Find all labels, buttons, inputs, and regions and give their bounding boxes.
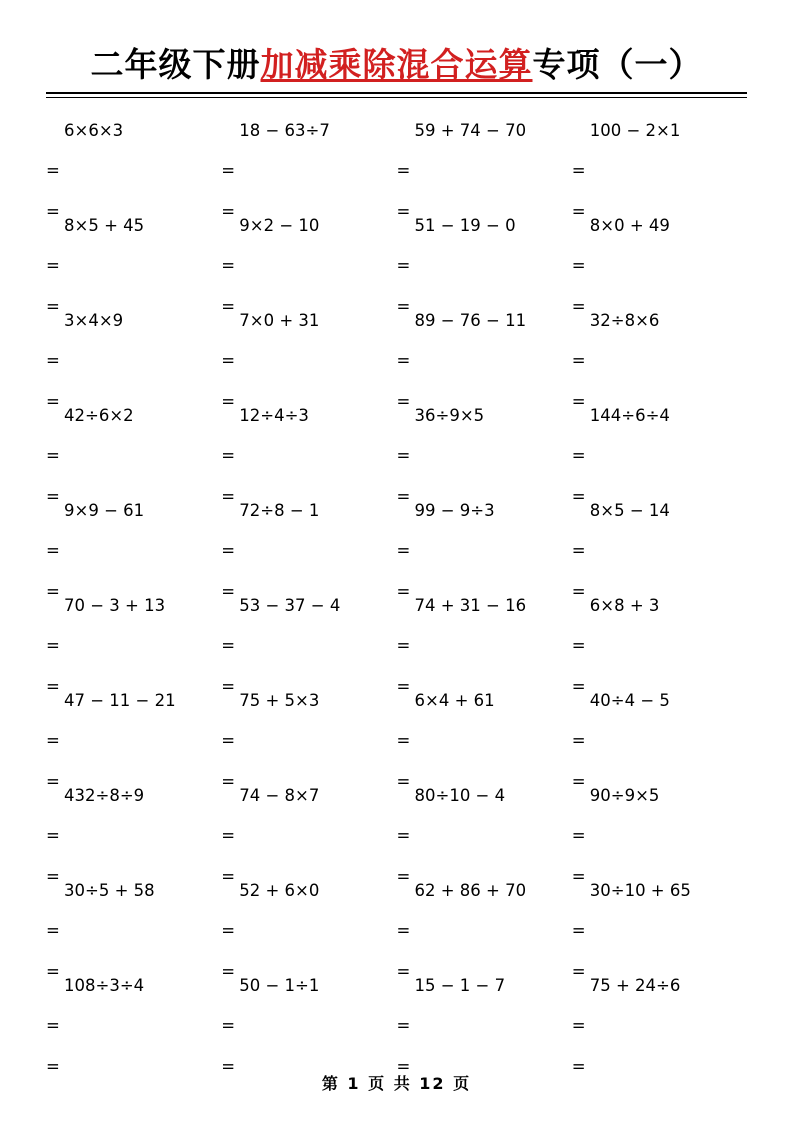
page-title bbox=[46, 0, 747, 98]
problem-expression: 70 − 3 + 13 bbox=[64, 596, 166, 616]
problem-expression: 9×2 − 10 bbox=[239, 216, 320, 236]
problem-cell bbox=[571, 306, 747, 411]
problem-cell bbox=[221, 971, 396, 1076]
problem-expression: 75 + 5×3 bbox=[239, 691, 320, 711]
problem-expression: 8×0 + 49 bbox=[589, 216, 670, 236]
answer-line[interactable]: = bbox=[221, 351, 236, 371]
problem-cell bbox=[46, 971, 221, 1076]
answer-line[interactable]: = bbox=[396, 921, 411, 941]
answer-line[interactable]: = bbox=[571, 1056, 586, 1076]
problem-expression: 90÷9×5 bbox=[589, 786, 660, 806]
answer-line[interactable]: = bbox=[571, 866, 586, 886]
problem-cell bbox=[46, 876, 221, 981]
problem-expression: 80÷10 − 4 bbox=[414, 786, 506, 806]
answer-line[interactable]: = bbox=[221, 731, 236, 751]
answer-line[interactable]: = bbox=[571, 391, 586, 411]
problem-expression: 30÷5 + 58 bbox=[64, 881, 155, 901]
problem-expression: 15 − 1 − 7 bbox=[414, 976, 506, 996]
problem-expression: 12÷4÷3 bbox=[239, 406, 309, 426]
answer-line[interactable]: = bbox=[46, 446, 60, 466]
problem-cell bbox=[396, 496, 572, 601]
answer-line[interactable]: = bbox=[221, 1056, 236, 1076]
problem-expression: 42÷6×2 bbox=[64, 406, 134, 426]
answer-line[interactable]: = bbox=[571, 676, 586, 696]
answer-line[interactable]: = bbox=[46, 581, 60, 601]
answer-line[interactable]: = bbox=[571, 296, 586, 316]
answer-line[interactable]: = bbox=[46, 921, 60, 941]
answer-line[interactable]: = bbox=[221, 296, 236, 316]
problem-expression: 99 − 9÷3 bbox=[414, 501, 495, 521]
answer-line[interactable]: = bbox=[571, 541, 586, 561]
problem-cell bbox=[221, 781, 396, 886]
answer-line[interactable]: = bbox=[46, 541, 60, 561]
answer-line[interactable]: = bbox=[396, 541, 411, 561]
answer-line[interactable]: = bbox=[221, 676, 236, 696]
answer-line[interactable]: = bbox=[46, 1016, 60, 1036]
answer-line[interactable]: = bbox=[571, 486, 586, 506]
problem-expression: 72÷8 − 1 bbox=[239, 501, 320, 521]
answer-line[interactable]: = bbox=[46, 676, 60, 696]
answer-line[interactable]: = bbox=[396, 771, 411, 791]
problem-expression: 8×5 − 14 bbox=[589, 501, 670, 521]
problem-cell bbox=[571, 496, 747, 601]
answer-line[interactable]: = bbox=[571, 256, 586, 276]
answer-line[interactable]: = bbox=[396, 296, 411, 316]
problem-expression: 50 − 1÷1 bbox=[239, 976, 320, 996]
answer-line[interactable]: = bbox=[396, 256, 411, 276]
answer-line[interactable]: = bbox=[46, 256, 60, 276]
answer-line[interactable]: = bbox=[221, 256, 236, 276]
problem-cell bbox=[396, 306, 572, 411]
answer-line[interactable]: = bbox=[46, 296, 60, 316]
problem-expression: 144÷6÷4 bbox=[589, 406, 670, 426]
problem-expression: 47 − 11 − 21 bbox=[64, 691, 176, 711]
problem-cell bbox=[221, 591, 396, 696]
answer-line[interactable]: = bbox=[396, 676, 411, 696]
answer-line[interactable]: = bbox=[571, 581, 586, 601]
problem-expression: 74 − 8×7 bbox=[239, 786, 320, 806]
answer-line[interactable]: = bbox=[221, 771, 236, 791]
answer-line[interactable]: = bbox=[46, 826, 60, 846]
problem-expression: 32÷8×6 bbox=[589, 311, 660, 331]
problem-cell bbox=[221, 401, 396, 506]
problem-grid bbox=[46, 116, 747, 1076]
answer-line[interactable]: = bbox=[221, 541, 236, 561]
problem-cell bbox=[46, 211, 221, 316]
problem-cell bbox=[46, 591, 221, 696]
problem-expression: 40÷4 − 5 bbox=[589, 691, 670, 711]
answer-line[interactable]: = bbox=[571, 731, 586, 751]
problem-expression: 89 − 76 − 11 bbox=[414, 311, 527, 331]
answer-line[interactable]: = bbox=[221, 486, 236, 506]
answer-line[interactable]: = bbox=[396, 731, 411, 751]
answer-line[interactable]: = bbox=[46, 161, 60, 181]
answer-line[interactable]: = bbox=[396, 866, 411, 886]
answer-line[interactable]: = bbox=[571, 1016, 586, 1036]
problem-cell bbox=[46, 496, 221, 601]
problem-cell bbox=[396, 781, 572, 886]
answer-line[interactable]: = bbox=[396, 636, 411, 656]
problem-cell bbox=[571, 686, 747, 791]
problem-expression: 100 − 2×1 bbox=[589, 121, 681, 141]
problem-cell bbox=[396, 116, 572, 221]
answer-line[interactable]: = bbox=[571, 161, 586, 181]
answer-line[interactable]: = bbox=[571, 636, 586, 656]
answer-line[interactable]: = bbox=[221, 446, 236, 466]
answer-line[interactable]: = bbox=[221, 161, 236, 181]
page-footer: 第 1 页 共 12 页 bbox=[321, 1074, 472, 1093]
problem-cell bbox=[221, 496, 396, 601]
problem-expression: 53 − 37 − 4 bbox=[239, 596, 341, 616]
answer-line[interactable]: = bbox=[221, 921, 236, 941]
answer-line[interactable]: = bbox=[396, 961, 411, 981]
answer-line[interactable]: = bbox=[396, 161, 411, 181]
problem-expression: 6×4 + 61 bbox=[414, 691, 495, 711]
problem-expression: 74 + 31 − 16 bbox=[414, 596, 527, 616]
problem-cell bbox=[221, 306, 396, 411]
problem-expression: 6×8 + 3 bbox=[589, 596, 660, 616]
title-divider bbox=[46, 92, 747, 98]
title-prefix: 二年级下册 bbox=[90, 45, 261, 84]
answer-line[interactable]: = bbox=[221, 636, 236, 656]
problem-cell bbox=[571, 781, 747, 886]
problem-cell bbox=[46, 116, 221, 221]
problem-cell bbox=[221, 876, 396, 981]
answer-line[interactable]: = bbox=[221, 826, 236, 846]
answer-line[interactable]: = bbox=[46, 866, 60, 886]
problem-expression: 51 − 19 − 0 bbox=[414, 216, 516, 236]
problem-expression: 8×5 + 45 bbox=[64, 216, 145, 236]
answer-line[interactable]: = bbox=[571, 921, 586, 941]
problem-expression: 36÷9×5 bbox=[414, 406, 485, 426]
problem-cell bbox=[221, 211, 396, 316]
answer-line[interactable]: = bbox=[221, 581, 236, 601]
problem-cell bbox=[571, 211, 747, 316]
answer-line[interactable]: = bbox=[571, 201, 586, 221]
answer-line[interactable]: = bbox=[46, 731, 60, 751]
problem-cell bbox=[46, 306, 221, 411]
problem-cell bbox=[396, 211, 572, 316]
problem-cell bbox=[571, 116, 747, 221]
answer-line[interactable]: = bbox=[221, 961, 236, 981]
answer-line[interactable]: = bbox=[396, 351, 411, 371]
problem-cell bbox=[221, 116, 396, 221]
answer-line[interactable]: = bbox=[221, 201, 236, 221]
problem-expression: 18 − 63÷7 bbox=[239, 121, 330, 141]
title-highlight: 加减乘除混合运算 bbox=[260, 45, 533, 84]
answer-line[interactable]: = bbox=[396, 1056, 411, 1076]
answer-line[interactable]: = bbox=[46, 351, 60, 371]
answer-line[interactable]: = bbox=[571, 771, 586, 791]
problem-cell bbox=[571, 401, 747, 506]
problem-cell bbox=[571, 876, 747, 981]
answer-line[interactable]: = bbox=[46, 201, 60, 221]
answer-line[interactable]: = bbox=[396, 446, 411, 466]
problem-cell bbox=[46, 401, 221, 506]
problem-cell bbox=[396, 591, 572, 696]
answer-line[interactable]: = bbox=[396, 391, 411, 411]
problem-cell bbox=[571, 971, 747, 1076]
answer-line[interactable]: = bbox=[396, 581, 411, 601]
title-suffix: 专项（一） bbox=[532, 45, 703, 84]
answer-line[interactable]: = bbox=[571, 961, 586, 981]
problem-expression: 59 + 74 − 70 bbox=[414, 121, 527, 141]
answer-line[interactable]: = bbox=[396, 486, 411, 506]
answer-line[interactable]: = bbox=[46, 391, 60, 411]
problem-cell bbox=[396, 876, 572, 981]
answer-line[interactable]: = bbox=[221, 866, 236, 886]
problem-cell bbox=[571, 591, 747, 696]
problem-expression: 3×4×9 bbox=[64, 311, 124, 331]
problem-expression: 432÷8÷9 bbox=[64, 786, 145, 806]
answer-line[interactable]: = bbox=[46, 771, 60, 791]
problem-cell bbox=[396, 401, 572, 506]
problem-expression: 75 + 24÷6 bbox=[589, 976, 681, 996]
answer-line[interactable]: = bbox=[46, 486, 60, 506]
problem-cell bbox=[396, 686, 572, 791]
problem-cell bbox=[46, 781, 221, 886]
answer-line[interactable]: = bbox=[396, 201, 411, 221]
answer-line[interactable]: = bbox=[571, 351, 586, 371]
answer-line[interactable]: = bbox=[46, 1056, 60, 1076]
answer-line[interactable]: = bbox=[396, 826, 411, 846]
problem-expression: 52 + 6×0 bbox=[239, 881, 320, 901]
answer-line[interactable]: = bbox=[46, 961, 60, 981]
problem-expression: 7×0 + 31 bbox=[239, 311, 320, 331]
problem-expression: 6×6×3 bbox=[64, 121, 124, 141]
answer-line[interactable]: = bbox=[396, 1016, 411, 1036]
problem-cell bbox=[221, 686, 396, 791]
answer-line[interactable]: = bbox=[221, 1016, 236, 1036]
problem-expression: 62 + 86 + 70 bbox=[414, 881, 527, 901]
problem-cell bbox=[46, 686, 221, 791]
problem-expression: 30÷10 + 65 bbox=[589, 881, 691, 901]
answer-line[interactable]: = bbox=[571, 446, 586, 466]
answer-line[interactable]: = bbox=[221, 391, 236, 411]
problem-expression: 108÷3÷4 bbox=[64, 976, 145, 996]
answer-line[interactable]: = bbox=[46, 636, 60, 656]
problem-cell bbox=[396, 971, 572, 1076]
problem-expression: 9×9 − 61 bbox=[64, 501, 145, 521]
answer-line[interactable]: = bbox=[571, 826, 586, 846]
title-text bbox=[46, 44, 747, 85]
